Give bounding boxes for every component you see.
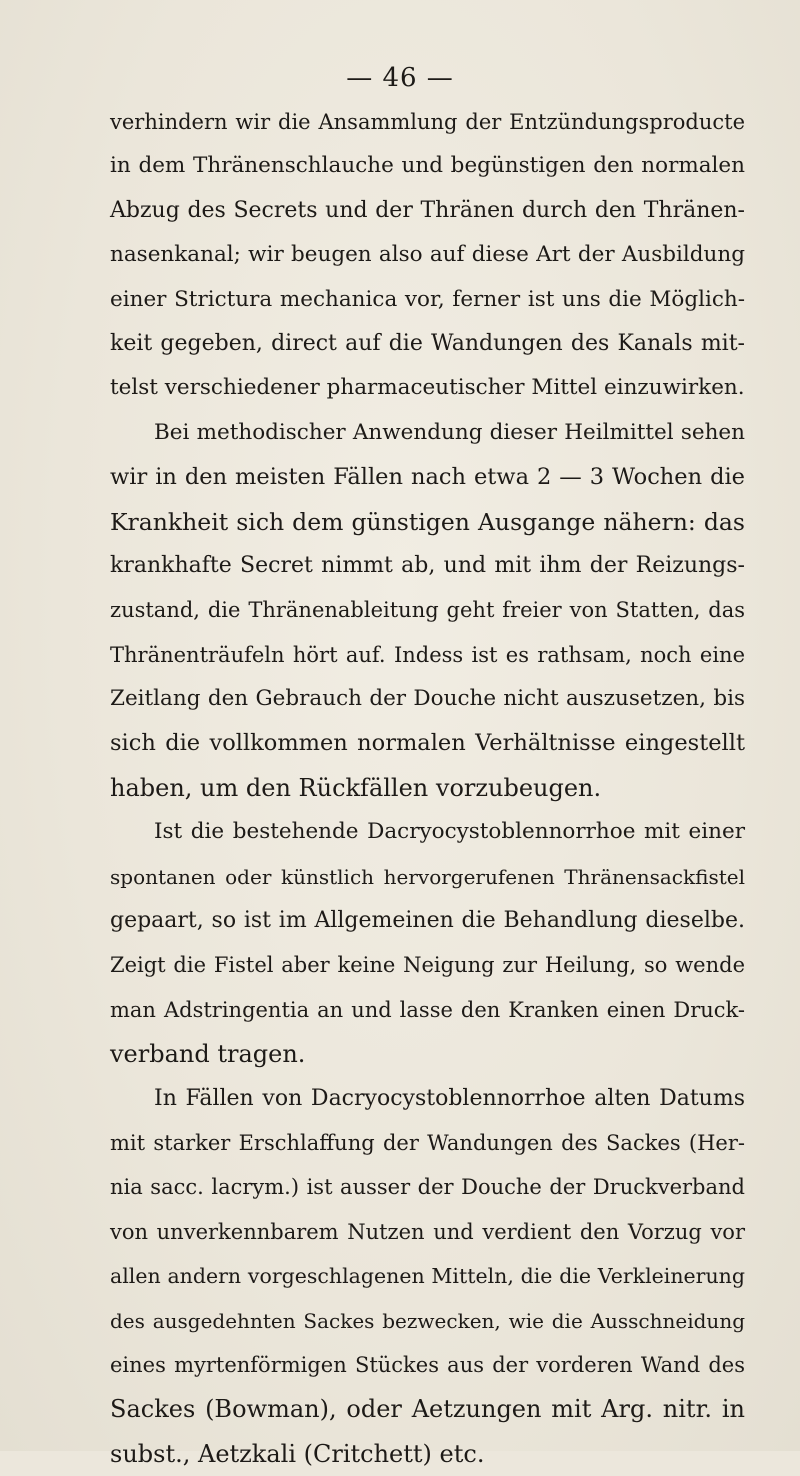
text-line: keit gegeben, direct auf die Wandungen des Kanals mit- [110,330,745,356]
text-line: Thränenträufeln hört auf. Indess ist es rathsam, noch eine [110,642,745,667]
text-line: haben, um den Rückfällen vorzubeugen. [110,773,602,802]
text-line: subst., Aetzkali (Critchett) etc. [110,1439,485,1468]
text-line: sich die vollkommen normalen Verhältnisse eingestellt [110,730,745,757]
text-line: wir in den meisten Fällen nach etwa 2 — 3 Wochen die [110,464,745,491]
text-line: Abzug des Secrets und der Thränen durch den Thränen- [110,197,745,223]
text-line: mit starker Erschlaffung der Wandungen des Sackes (Her- [110,1130,745,1155]
text-line: Krankheit sich dem günstigen Ausgange nähern: das [110,507,745,536]
paragraph-start-line: In Fällen von Dacryocystoblennorrhoe alten Datums [154,1085,745,1111]
text-line: verhindern wir die Ansammlung der Entzündungsproducte [110,110,745,134]
text-line: allen andern vorgeschlagenen Mitteln, die die Verkleinerung [110,1264,745,1289]
text-line: einer Strictura mechanica vor, ferner ist uns die Möglich- [110,286,745,312]
text-line: telst verschiedener pharmaceutischer Mittel einzuwirken. [110,375,745,401]
paragraph-start-line: Ist die bestehende Dacryocystoblennorrhoe mit einer [154,819,745,845]
text-line: nia sacc. lacrym.) ist ausser der Douche der Druckverband [110,1175,745,1200]
text-line: eines myrtenförmigen Stückes aus der vorderen Wand des [110,1352,745,1377]
paragraph-start-line: Bei methodischer Anwendung dieser Heilmittel sehen [154,419,745,445]
text-line: des ausgedehnten Sackes bezwecken, wie die Ausschneidung [110,1308,745,1333]
text-line: verband tragen. [110,1040,306,1069]
text-line: zustand, die Thränenableitung geht freier von Statten, das [110,598,745,623]
text-line: krankhafte Secret nimmt ab, und mit ihm der Reizungs- [110,552,745,578]
text-line: nasenkanal; wir beugen also auf diese Art der Ausbildung [110,242,745,268]
text-line: Zeitlang den Gebrauch der Douche nicht auszusetzen, bis [110,686,745,712]
text-line: in dem Thränenschlauche und begünstigen den normalen [110,153,745,179]
text-line: spontanen oder künstlich hervorgerufenen Thränensackfistel [110,864,745,889]
body-text [110,100,745,1476]
text-line: Sackes (Bowman), oder Aetzungen mit Arg. nitr. in [110,1395,745,1424]
text-line: gepaart, so ist im Allgemeinen die Behandlung dieselbe. [110,908,745,934]
page-number: — 46 — [346,63,454,93]
text-line: Zeigt die Fistel aber keine Neigung zur Heilung, so wende [110,953,745,978]
text-line: von unverkennbarem Nutzen und verdient den Vorzug vor [110,1219,745,1244]
text-line: man Adstringentia an und lasse den Kranken einen Druck- [110,997,745,1022]
